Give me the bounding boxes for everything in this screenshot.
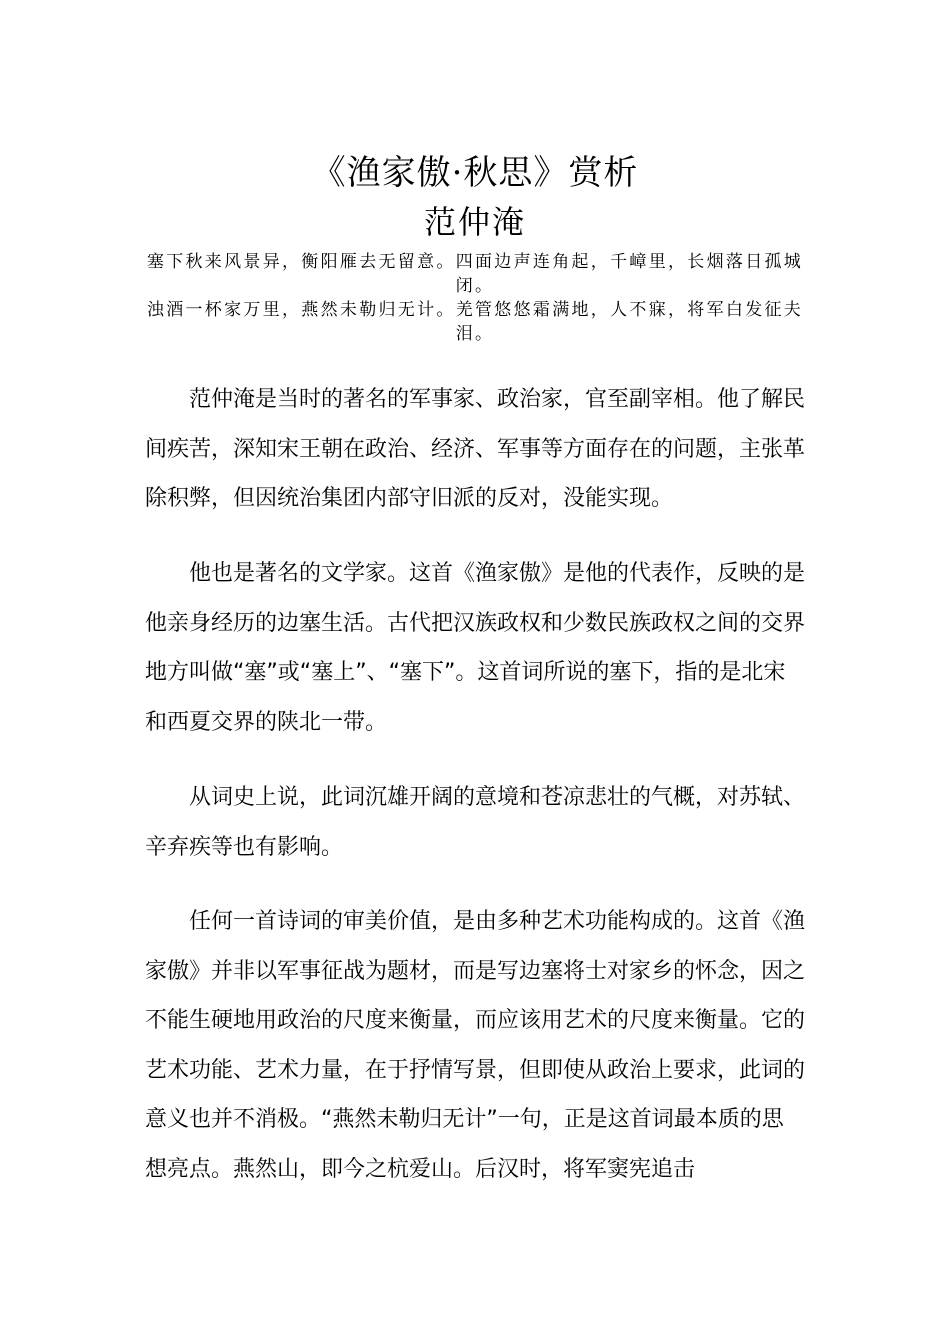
- document-title: 《渔家傲·秋思》赏析: [311, 153, 639, 193]
- paragraph-2: 他也是著名的文学家。这首《渔家傲》是他的代表作，反映的是他亲身经历的边塞生活。古代把汉族政权和少数民族政权之间的交界地方叫做“塞”或“塞上”、“塞下”。这首词所说的塞下，指的是北宋和西夏交界的陕北一带。: [145, 561, 806, 735]
- paragraph-1: 范仲淹是当时的著名的军事家、政治家，官至副宰相。他了解民间疾苦，深知宋王朝在政治、经济、军事等方面存在的问题，主张革除积弊，但因统治集团内部守旧派的反对，没能实现。: [145, 387, 806, 511]
- poem-stanza-1: 塞下秋来风景异，衡阳雁去无留意。四面边声连角起，千嶂里，长烟落日孤城 闭。: [146, 252, 804, 296]
- paragraph-4: 任何一首诗词的审美价值，是由多种艺术功能构成的。这首《渔家傲》并非以军事征战为题材，而是写边塞将士对家乡的怀念，因之不能生硬地用政治的尺度来衡量，而应该用艺术的尺度来衡量。它的艺术功能、艺术力量，在于抒情写景，但即使从政治上要求，此词的意义也并不消极。“燕然未勒归无计”一句，正是这首词最本质的思想亮点。燕然山，即今之杭爱山。后汉时，将军窦宪追击: [145, 909, 806, 1182]
- author-name: 范仲淹: [423, 203, 526, 241]
- paragraph-3: 从词史上说，此词沉雄开阔的意境和苍凉悲壮的气概，对苏轼、辛弃疾等也有影响。: [145, 785, 806, 860]
- poem-stanza-2: 浊酒一杯家万里，燕然未勒归无计。羌管悠悠霜满地，人不寐，将军白发征夫 泪。: [146, 300, 804, 344]
